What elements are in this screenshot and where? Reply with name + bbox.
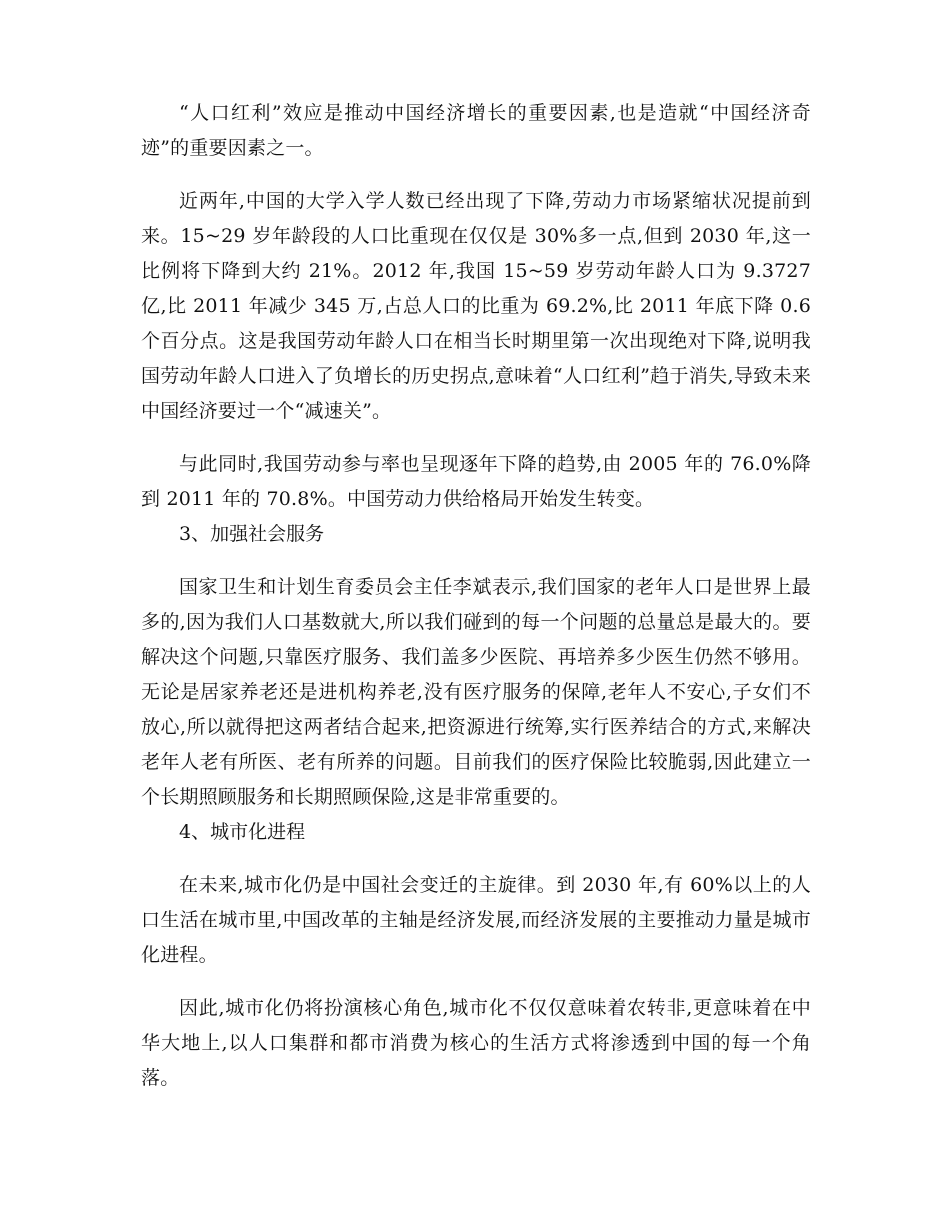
paragraph-participation-rate: 与此同时,我国劳动参与率也呈现逐年下降的趋势,由 2005 年的 76.0%降到 2011 年的 70.8%。中国劳动力供给格局开始发生转变。 — [141, 453, 811, 510]
section-heading-social-services: 3、加强社会服务 — [179, 523, 325, 545]
paragraph-elderly-care: 国家卫生和计划生育委员会主任李斌表示,我们国家的老年人口是世界上最多的,因为我们人口基数就大,所以我们碰到的每一个问题的总量总是最大的。要解决这个问题,只靠医疗服务、我们盖多少医院、再培养多少医生仍然不够用。无论是居家养老还是进机构养老,没有医疗服务的保障,老年人不安心,子女们不放心,所以就得把这两者结合起来,把资源进行统筹,实行医养结合的方式,来解决老年人老有所医、老有所养的问题。目前我们的医疗保险比较脆弱,因此建立一个长期照顾服务和长期照顾保险,这是非常重要的。 — [141, 576, 811, 808]
section-heading-urbanization: 4、城市化进程 — [179, 821, 306, 843]
paragraph-demographic-dividend: “人口红利”效应是推动中国经济增长的重要因素,也是造就“中国经济奇迹”的重要因素之一。 — [141, 102, 811, 159]
document-body — [141, 96, 811, 1096]
paragraph-urbanization-role: 因此,城市化仍将扮演核心角色,城市化不仅仅意味着农转非,更意味着在中华大地上,以人口集群和都市消费为核心的生活方式将渗透到中国的每一个角落。 — [141, 997, 811, 1089]
paragraph-labor-market: 近两年,中国的大学入学人数已经出现了下降,劳动力市场紧缩状况提前到来。15~29 岁年龄段的人口比重现在仅仅是 30%多一点,但到 2030 年,这一比例将下降到大约 21%。2012 年,我国 15~59 岁劳动年龄人口为 9.3727 亿,比 2011 年减少 345 万,占总人口的比重为 69.2%,比 2011 年底下降 0.6 个百分点。这是我国劳动年龄人口在相当长时期里第一次出现绝对下降,说明我国劳动年龄人口进入了负增长的历史拐点,意味着“人口红利”趋于消失,导致未来中国经济要过一个“减速关”。 — [141, 190, 811, 422]
paragraph-urbanization-2030: 在未来,城市化仍是中国社会变迁的主旋律。到 2030 年,有 60%以上的人口生活在城市里,中国改革的主轴是经济发展,而经济发展的主要推动力量是城市化进程。 — [141, 874, 811, 966]
